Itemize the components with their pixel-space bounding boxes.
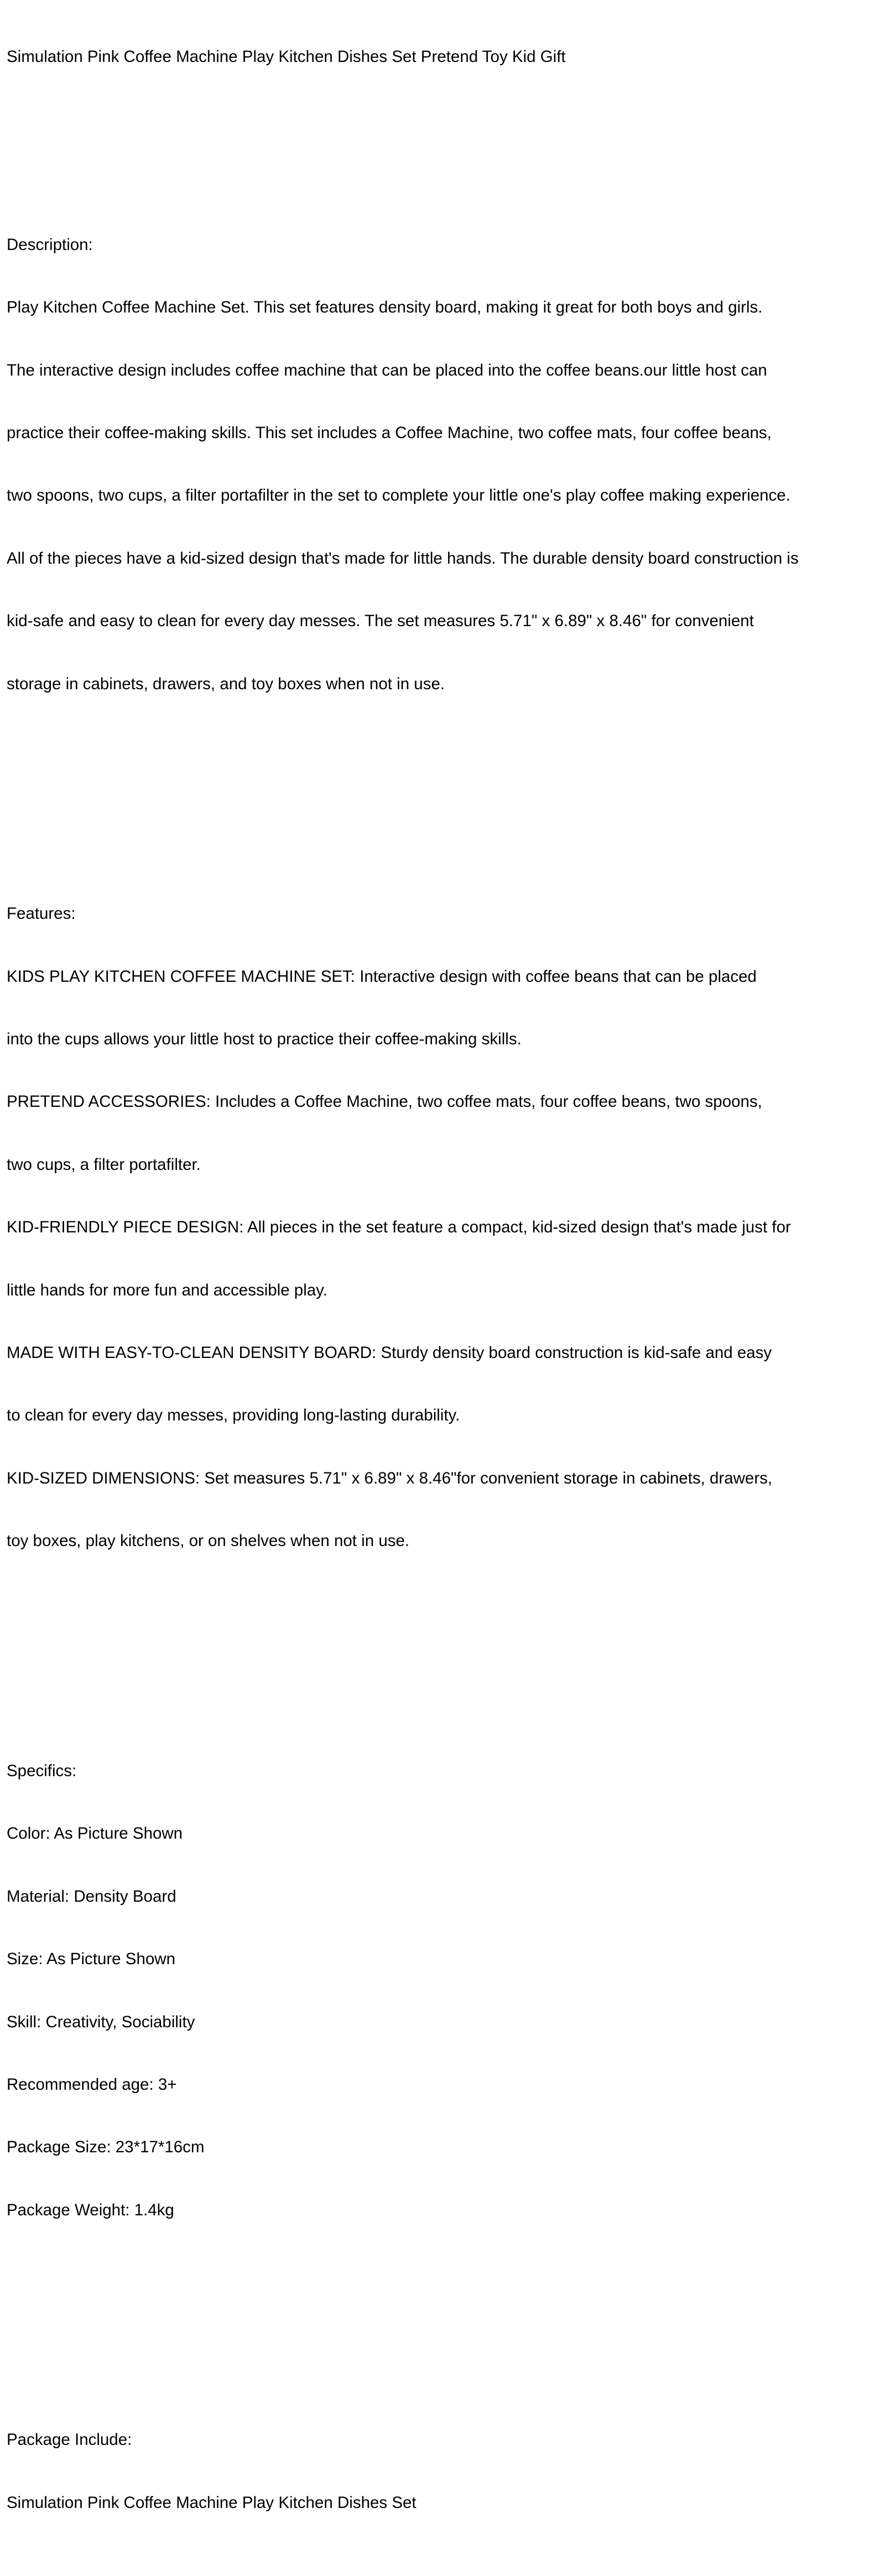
feature-line: KID-SIZED DIMENSIONS: Set measures 5.71" x 6.89" x 8.46"for convenient storage in cabinets, drawers, <box>7 1469 773 1487</box>
description-line: storage in cabinets, drawers, and toy boxes when not in use. <box>7 674 445 693</box>
spec-size: Size: As Picture Shown <box>7 1950 175 1969</box>
features-section <box>7 862 881 1594</box>
feature-line: MADE WITH EASY-TO-CLEAN DENSITY BOARD: Sturdy density board construction is kid-safe and easy <box>7 1344 772 1362</box>
description-line: kid-safe and easy to clean for every day messes. The set measures 5.71" x 6.89" x 8.46" for convenient <box>7 612 754 631</box>
description-line: Play Kitchen Coffee Machine Set. This set features density board, making it great for both boys and girls. <box>7 298 763 317</box>
feature-line: PRETEND ACCESSORIES: Includes a Coffee Machine, two coffee mats, four coffee beans, two spoons, <box>7 1092 762 1111</box>
feature-line: two cups, a filter portafilter. <box>7 1155 201 1174</box>
spec-package-size: Package Size: 23*17*16cm <box>7 2138 205 2157</box>
description-line: The interactive design includes coffee machine that can be placed into the coffee beans.our little host can <box>7 361 767 379</box>
specifics-section <box>7 1719 881 2262</box>
spec-package-weight: Package Weight: 1.4kg <box>7 2200 174 2219</box>
product-title: Simulation Pink Coffee Machine Play Kitchen Dishes Set Pretend Toy Kid Gift <box>7 47 566 66</box>
features-heading: Features: <box>7 904 76 923</box>
spacer <box>7 1635 881 1656</box>
feature-line: toy boxes, play kitchens, or on shelves when not in use. <box>7 1532 410 1550</box>
spacer <box>7 109 881 130</box>
feature-line: KID-FRIENDLY PIECE DESIGN: All pieces in the set feature a compact, kid-sized design that's made just for <box>7 1218 791 1237</box>
spec-skill: Skill: Creativity, Sociability <box>7 2012 195 2031</box>
spec-recommended-age: Recommended age: 3+ <box>7 2075 177 2094</box>
feature-line: little hands for more fun and accessible play. <box>7 1281 327 1299</box>
feature-line: KIDS PLAY KITCHEN COFFEE MACHINE SET: Interactive design with coffee beans that can be placed <box>7 967 757 986</box>
description-section <box>7 192 881 736</box>
package-include-heading: Package Include: <box>7 2431 132 2449</box>
description-line: practice their coffee-making skills. This set includes a Coffee Machine, two coffee mats, four coffee beans, <box>7 423 772 442</box>
feature-line: into the cups allows your little host to practice their coffee-making skills. <box>7 1030 522 1049</box>
spacer <box>7 2304 881 2325</box>
specifics-heading: Specifics: <box>7 1761 77 1780</box>
description-heading: Description: <box>7 235 93 254</box>
feature-line: to clean for every day messes, providing long-lasting durability. <box>7 1406 460 1425</box>
package-include-item: Simulation Pink Coffee Machine Play Kitchen Dishes Set <box>7 2493 417 2512</box>
spec-material: Material: Density Board <box>7 1887 176 1906</box>
spec-color: Color: As Picture Shown <box>7 1824 183 1843</box>
description-line: two spoons, two cups, a filter portafilter in the set to complete your little one's play coffee making experience. <box>7 486 790 505</box>
description-line: All of the pieces have a kid-sized design that's made for little hands. The durable density board construction is <box>7 549 799 568</box>
spacer <box>7 778 881 799</box>
product-description-document <box>7 4 881 2576</box>
package-include-section <box>7 2388 881 2555</box>
